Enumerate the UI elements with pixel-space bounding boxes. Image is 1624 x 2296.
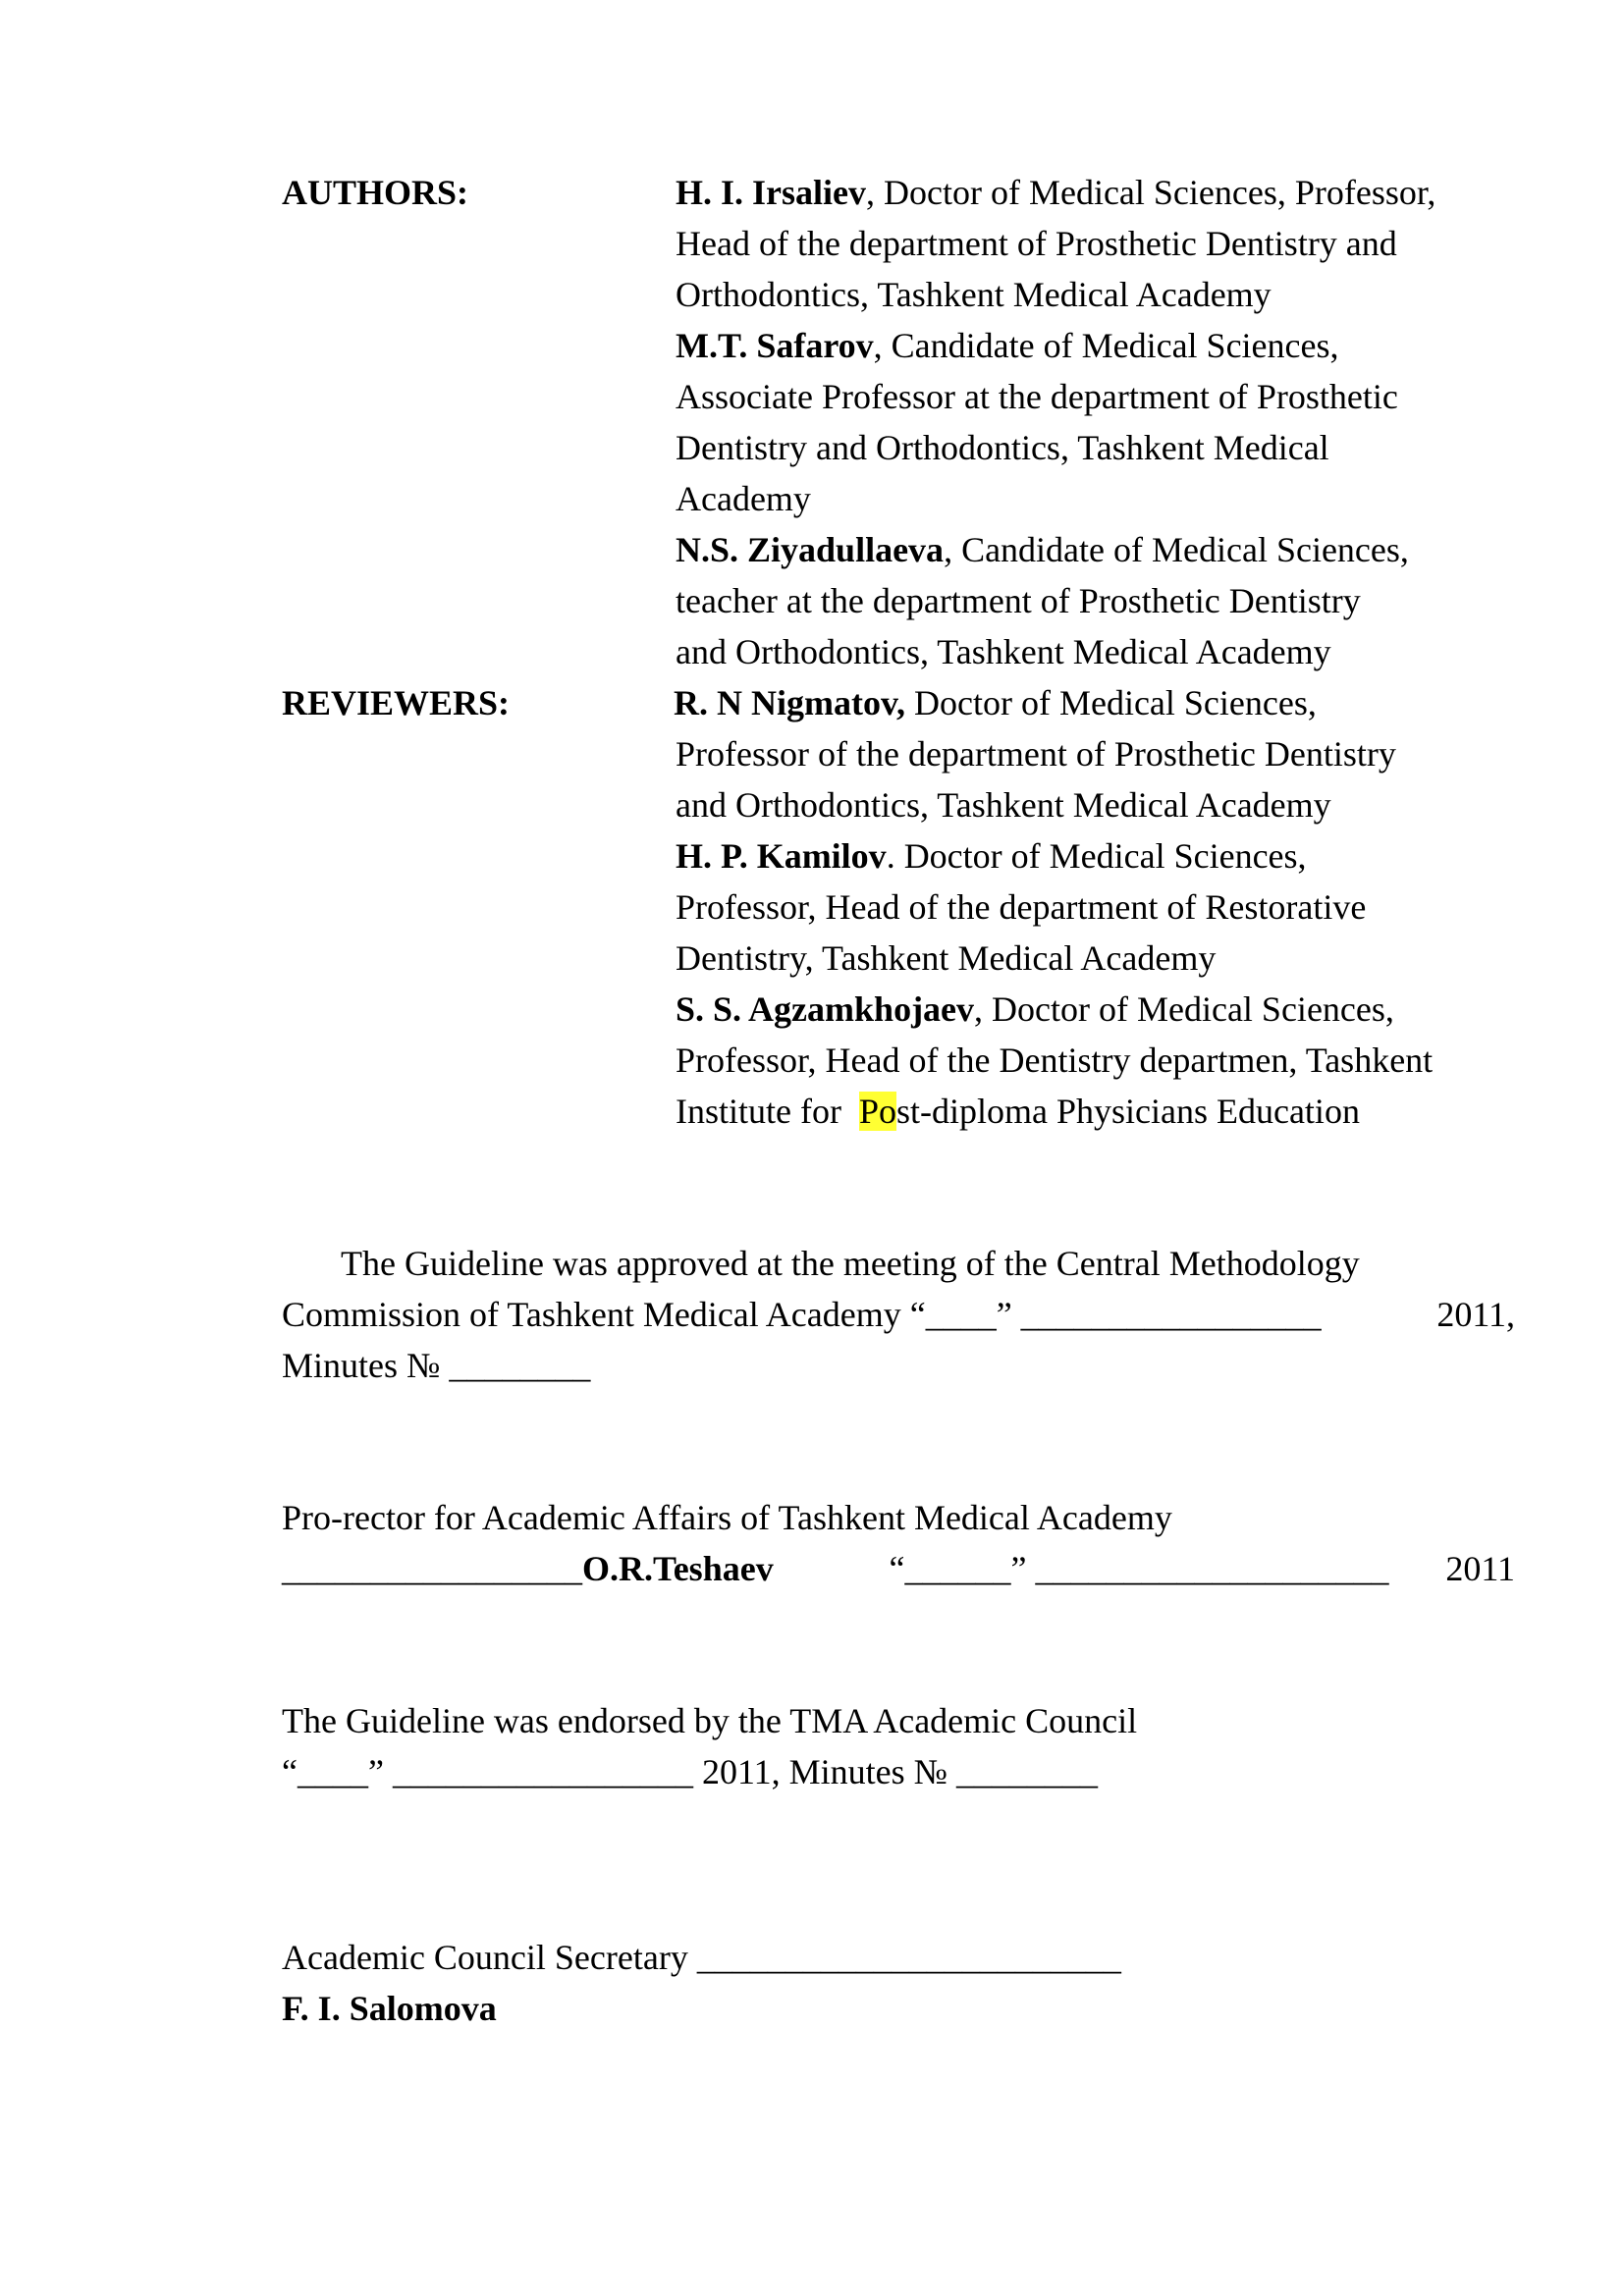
- reviewers-line: Professor, Head of the department of Restorative: [676, 887, 1367, 927]
- authors-line: H. I. Irsaliev, Doctor of Medical Sciences, Professor,: [676, 173, 1436, 212]
- endorsement-date-line: “____” _________________ 2011, Minutes № ________: [282, 1752, 1098, 1791]
- authors-line: Associate Professor at the department of Prosthetic: [676, 377, 1398, 416]
- authors-list: [676, 167, 1559, 677]
- authors-line: and Orthodontics, Tashkent Medical Academy: [676, 632, 1331, 671]
- endorsement-line: The Guideline was endorsed by the TMA Academic Council: [282, 1701, 1138, 1740]
- authors-line: N.S. Ziyadullaeva, Candidate of Medical Sciences,: [676, 530, 1409, 569]
- secretary-line: Academic Council Secretary ________________________: [282, 1938, 1121, 1977]
- authors-line: Head of the department of Prosthetic Dentistry and: [676, 224, 1397, 263]
- endorsement-paragraph: [282, 1695, 1539, 1797]
- reviewers-line: Professor, Head of the Dentistry departmen, Tashkent: [676, 1041, 1434, 1080]
- authors-line: M.T. Safarov, Candidate of Medical Sciences,: [676, 326, 1339, 365]
- reviewers-line: Institute for Post-diploma Physicians Education: [676, 1092, 1360, 1131]
- reviewers-label: REVIEWERS:: [282, 683, 511, 722]
- reviewers-line: R. N Nigmatov, Doctor of Medical Sciences,: [674, 683, 1317, 722]
- prorector-signature-line: _________________O.R.Teshaev “______” ____________________ 2011: [282, 1549, 1515, 1588]
- reviewers-line: and Orthodontics, Tashkent Medical Academy: [676, 785, 1331, 825]
- approval-line: The Guideline was approved at the meeting of the Central Methodology: [341, 1244, 1360, 1283]
- reviewers-line: Professor of the department of Prosthetic Dentistry: [676, 734, 1396, 774]
- authors-line: Orthodontics, Tashkent Medical Academy: [676, 275, 1272, 314]
- prorector-title: Pro-rector for Academic Affairs of Tashkent Medical Academy: [282, 1498, 1172, 1537]
- reviewers-line: Dentistry, Tashkent Medical Academy: [676, 938, 1217, 978]
- secretary-name: F. I. Salomova: [282, 1989, 497, 2028]
- authors-label: AUTHORS:: [282, 173, 469, 212]
- prorector-paragraph: [282, 1492, 1539, 1594]
- reviewers-line: S. S. Agzamkhojaev, Doctor of Medical Sciences,: [676, 989, 1394, 1029]
- authors-line: teacher at the department of Prosthetic Dentistry: [676, 581, 1361, 620]
- prorector-name: O.R.Teshaev: [582, 1549, 774, 1588]
- highlighted-text: Po: [858, 1092, 896, 1131]
- approval-minutes: Minutes № ________: [282, 1346, 591, 1385]
- authors-line: Dentistry and Orthodontics, Tashkent Medical: [676, 428, 1329, 467]
- approval-line: Commission of Tashkent Medical Academy “____” _________________ 2011,: [282, 1295, 1515, 1334]
- reviewers-list: [674, 677, 1557, 1137]
- reviewers-line: H. P. Kamilov. Doctor of Medical Sciences,: [676, 836, 1307, 876]
- authors-line: Academy: [676, 479, 811, 518]
- secretary-paragraph: [282, 1932, 1539, 2034]
- approval-paragraph: [282, 1238, 1539, 1391]
